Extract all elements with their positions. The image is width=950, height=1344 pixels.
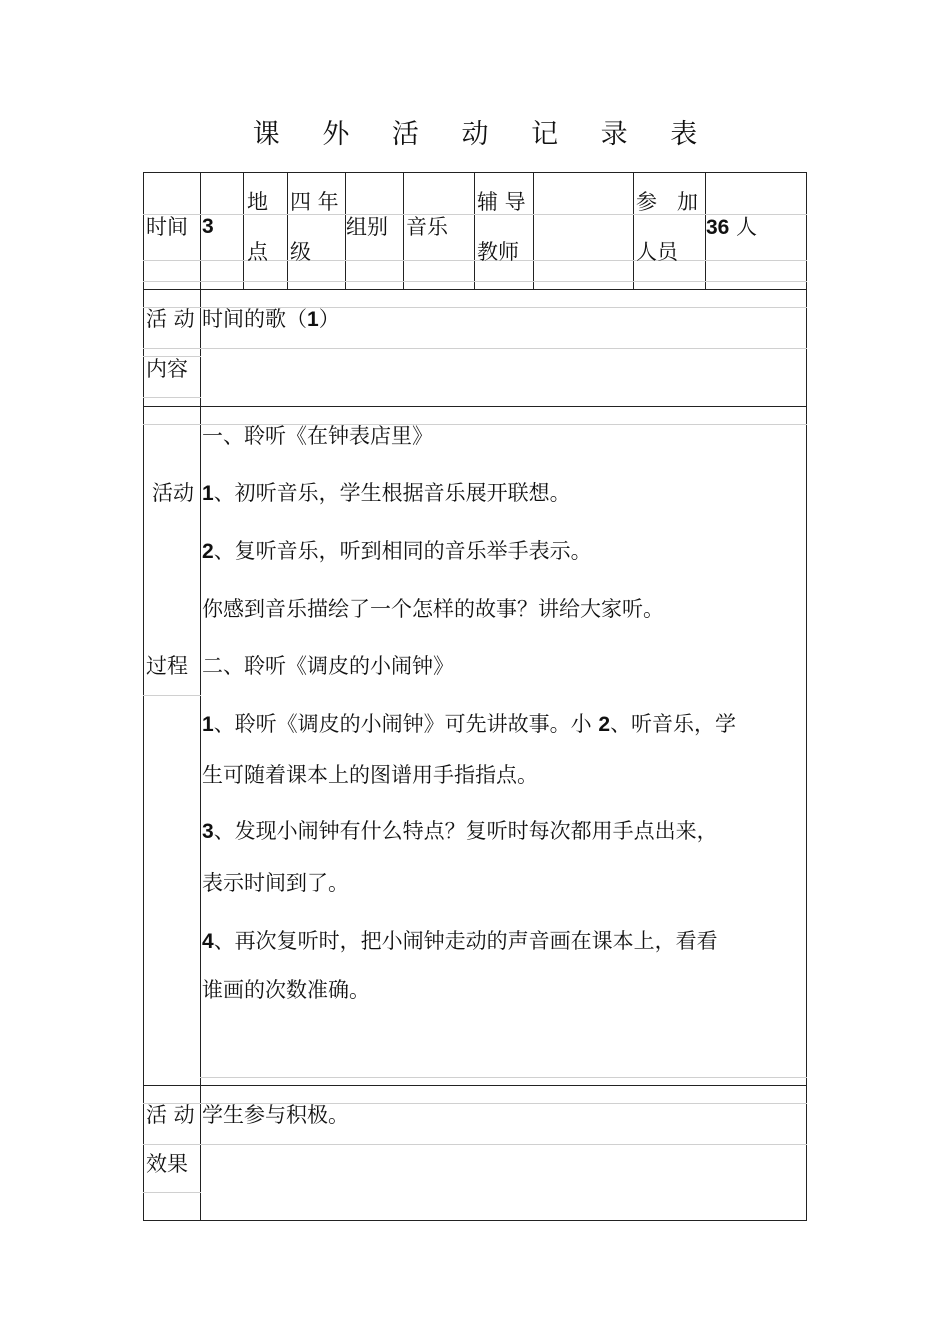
content-label-line1: 活 动 [146,307,195,331]
header-divider [243,172,244,290]
process-line [202,818,718,845]
process-line [202,480,571,507]
step-text: 表示时间到了。 [202,871,349,895]
process-line [202,711,736,738]
guide-line [143,1144,807,1145]
step-number: 2 [598,713,611,736]
step-number: 4 [202,930,214,953]
step-text: 、听音乐，学 [610,712,737,736]
effect-label-line1: 活 动 [146,1103,195,1127]
step-text: 一、聆听《在钟表店里》 [202,424,433,448]
guide-line [143,260,807,261]
label-column-divider [200,172,201,1221]
participants-label-line2: 人员 [636,240,678,264]
process-label-line2: 过程 [146,654,188,678]
table-border-left [143,172,144,1221]
participants-label-line1: 参 加 [636,190,699,214]
header-divider [403,172,404,290]
step-number: 3 [202,820,214,843]
place-label-line1: 地 [247,190,268,214]
step-number: 1 [202,713,214,736]
step-text: 、再次复听时，把小闹钟走动的声音画在课本上，看看 [213,929,718,953]
table-border-bottom [143,1220,807,1221]
time-value: 3 [202,215,214,238]
group-label: 组别 [346,215,388,239]
content-number: 1 [307,308,319,331]
step-text: 谁画的次数准确。 [202,978,370,1002]
page-title: 课 外 活 动 记 录 表 [252,119,715,150]
content-label-line2: 内容 [146,357,188,381]
step-text: 你感到音乐描绘了一个怎样的故事？讲给大家听。 [202,597,664,621]
header-divider [474,172,475,290]
step-text: 二、聆听《调皮的小闹钟》 [202,654,454,678]
step-text: 、初听音乐，学生根据音乐展开联想。 [213,481,571,505]
process-line [202,870,349,896]
guide-line [200,1077,807,1078]
header-divider [287,172,288,290]
table-border-right [806,172,807,1221]
row-divider [143,1085,807,1086]
guide-line [143,397,201,398]
effect-value: 学生参与积极。 [202,1103,349,1127]
content-text: 时间的歌（ [202,307,307,331]
process-line [202,762,538,788]
content-value [202,306,340,333]
participants-unit: 人 [729,215,758,239]
process-line [202,977,370,1003]
tutor-label-line1: 辅 导 [477,190,526,214]
participants-number: 36 [706,216,730,239]
guide-line [143,1192,201,1193]
content-text-end: ） [318,307,340,331]
header-divider [633,172,634,290]
place-value-line1: 四 年 [290,190,339,214]
header-divider [533,172,534,290]
process-line [202,596,664,622]
step-text: 、发现小闹钟有什么特点？复听时每次都用手点出来， [213,819,718,843]
guide-line [143,281,807,282]
row-divider [143,289,807,290]
row-divider [143,406,807,407]
group-value: 音乐 [406,215,448,239]
guide-line [143,348,807,349]
step-number: 2 [202,540,214,563]
step-text: 生可随着课本上的图谱用手指指点。 [202,763,538,787]
process-line [202,928,718,955]
guide-line [143,695,201,696]
effect-label-line2: 效果 [146,1152,188,1176]
participants-value [706,214,757,241]
table-border-top [143,172,807,173]
place-value-line2: 级 [290,240,311,264]
process-line [202,538,592,565]
process-line [202,653,454,679]
tutor-label-line2: 教师 [477,240,519,264]
step-number: 1 [202,482,214,505]
place-label-line2: 点 [247,240,268,264]
time-label: 时间 [146,215,188,239]
step-text: 、聆听《调皮的小闹钟》可先讲故事。小 [213,712,599,736]
process-label-line1: 活动 [152,481,194,505]
step-text: 、复听音乐，听到相同的音乐举手表示。 [213,539,592,563]
process-line [202,423,433,449]
